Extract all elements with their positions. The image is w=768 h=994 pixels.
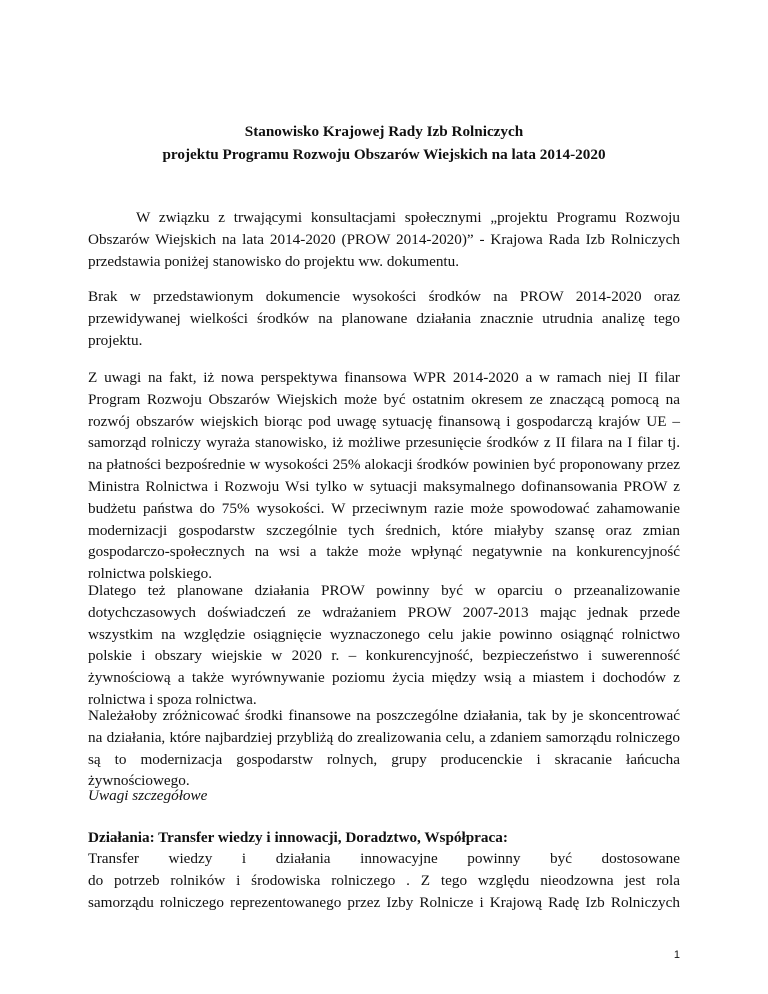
document-title-line-1: Stanowisko Krajowej Rady Izb Rolniczych <box>244 123 524 140</box>
paragraph-line: do potrzeb rolników i środowiska rolniczego . Z tego względu nieodzowna jest rola <box>88 871 680 889</box>
paragraph-prow-planning: Dlatego też planowane działania PROW powinny być w oparciu o przeanalizowanie dotychczasowych doświadczeń ze wdrażaniem PROW 2007-2013 mając jednak przede wszystkim na względzie osiągnięcie wyznaczonego celu jakie powinno osiągnąć rolnictwo polskie i obszary wiejskie w 2020 r. – konkurencyjność, bezpieczeństwo i suwerenność żywnościową a także wyrównywanie poziomu życia między wsią a miastem i dochodów z rolnictwa i spoza rolnictwa. <box>88 582 680 708</box>
paragraph-fund-allocation: Należałoby zróżnicować środki finansowe na poszczególne działania, tak by je skoncentrować na działania, które najbardziej przybliżą do zrealizowania celu, a zdaniem samorządu rolniczego są to modernizacja gospodarstw rolnych, grupy producenckie i skracanie łańcucha żywnościowego. <box>88 707 680 790</box>
paragraph-knowledge-transfer <box>88 848 680 913</box>
paragraph-line: Transfer wiedzy i działania innowacyjne powinny być dostosowane <box>88 850 680 867</box>
paragraph-line: samorządu rolniczego reprezentowanego przez Izby Rolnicze i Krajową Radę Izb Rolniczych <box>88 893 680 911</box>
paragraph-funding-gap: Brak w przedstawionym dokumencie wysokości środków na PROW 2014-2020 oraz przewidywanej wielkości środków na planowane działania znacznie utrudnia analizę tego projektu. <box>88 288 680 349</box>
section-heading-knowledge-transfer: Działania: Transfer wiedzy i innowacji, Doradztwo, Współpraca: <box>88 829 508 846</box>
paragraph-intro: W związku z trwającymi konsultacjami społecznymi „projektu Programu Rozwoju Obszarów Wiejskich na lata 2014-2020 (PROW 2014-2020)” - Krajowa Rada Izb Rolniczych przedstawia poniżej stanowisko do projektu ww. dokumentu. <box>88 209 680 270</box>
paragraph-pillar-transfer: Z uwagi na fakt, iż nowa perspektywa finansowa WPR 2014-2020 a w ramach niej II filar Program Rozwoju Obszarów Wiejskich może być ostatnim okresem ze znaczącą pomocą na rozwój obszarów wiejskich biorąc pod uwagę sytuację finansową i gospodarczą krajów UE – samorząd rolniczy wyraża stanowisko, iż możliwe przesunięcie środków z II filara na I filar tj. na płatności bezpośrednie w wysokości 25% alokacji środków powinien być proponowany przez Ministra Rolnictwa i Rozwoju Wsi tylko w sytuacji maksymalnego dofinansowania PROW z budżetu państwa do 75% wysokości. W przeciwnym razie może spowodować zahamowanie modernizacji gospodarstw szczególnie tych średnich, które miałyby szansę oraz zmian gospodarczo-społecznych na wsi a także może wpłynąć negatywnie na konkurencyjność rolnictwa polskiego. <box>88 369 680 583</box>
document-title-line-2: projektu Programu Rozwoju Obszarów Wiejskich na lata 2014-2020 <box>162 146 606 163</box>
page-number: 1 <box>673 949 680 961</box>
section-label-detailed-remarks: Uwagi szczegółowe <box>88 787 208 804</box>
